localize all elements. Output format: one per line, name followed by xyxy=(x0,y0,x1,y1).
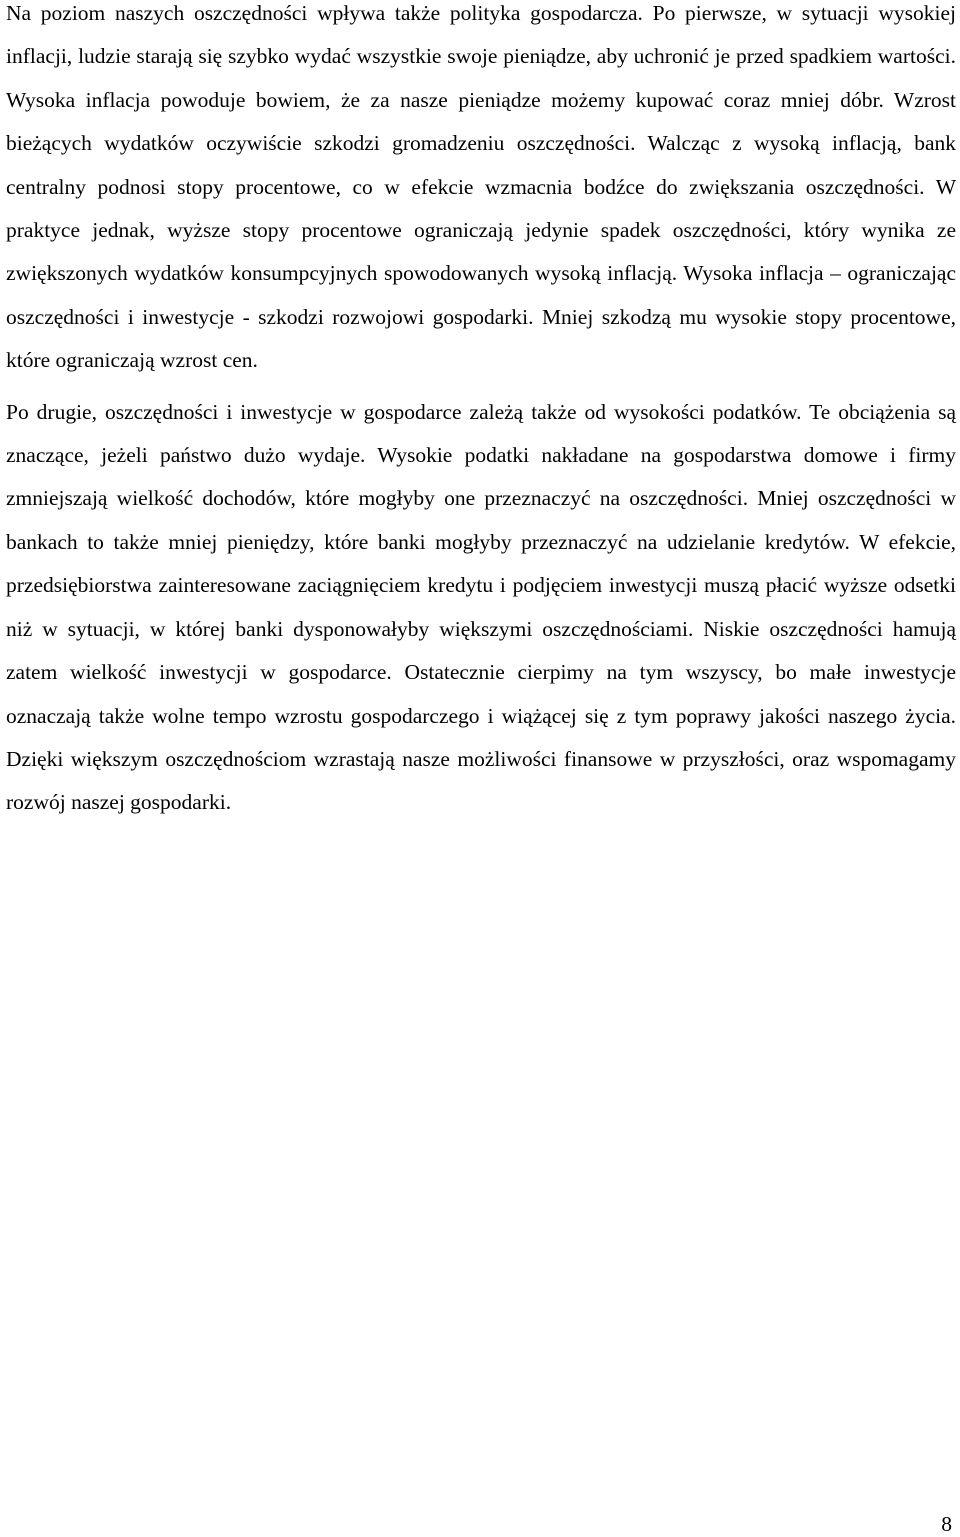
document-body xyxy=(6,0,956,825)
paragraph: Po drugie, oszczędności i inwestycje w gospodarce zależą także od wysokości podatków. Te obciążenia są znaczące, jeżeli państwo dużo wydaje. Wysokie podatki nakładane na gospodarstwa domowe i firmy zmniejszają wielkość dochodów, które mogłyby one przeznaczyć na oszczędności. Mniej oszczędności w bankach to także mniej pieniędzy, które banki mogłyby przeznaczyć na udzielanie kredytów. W efekcie, przedsiębiorstwa zainteresowane zaciągnięciem kredytu i podjęciem inwestycji muszą płacić wyższe odsetki niż w sytuacji, w której banki dysponowałyby większymi oszczędnościami. Niskie oszczędności hamują zatem wielkość inwestycji w gospodarce. Ostatecznie cierpimy na tym wszyscy, bo małe inwestycje oznaczają także wolne tempo wzrostu gospodarczego i wiążącej się z tym poprawy jakości naszego życia. Dzięki większym oszczędnościom wzrastają nasze możliwości finansowe w przyszłości, oraz wspomagamy rozwój naszej gospodarki. xyxy=(6,399,956,815)
page-number: 8 xyxy=(941,1512,952,1536)
paragraph: Na poziom naszych oszczędności wpływa także polityka gospodarcza. Po pierwsze, w sytuacji wysokiej inflacji, ludzie starają się szybko wydać wszystkie swoje pieniądze, aby uchronić je przed spadkiem wartości. Wysoka inflacja powoduje bowiem, że za nasze pieniądze możemy kupować coraz mniej dóbr. Wzrost bieżących wydatków oczywiście szkodzi gromadzeniu oszczędności. Walcząc z wysoką inflacją, bank centralny podnosi stopy procentowe, co w efekcie wzmacnia bodźce do zwiększania oszczędności. W praktyce jednak, wyższe stopy procentowe ograniczają jedynie spadek oszczędności, który wynika ze zwiększonych wydatków konsumpcyjnych spowodowanych wysoką inflacją. Wysoka inflacja – ograniczając oszczędności i inwestycje - szkodzi rozwojowi gospodarki. Mniej szkodzą mu wysokie stopy procentowe, które ograniczają wzrost cen. xyxy=(6,1,956,373)
